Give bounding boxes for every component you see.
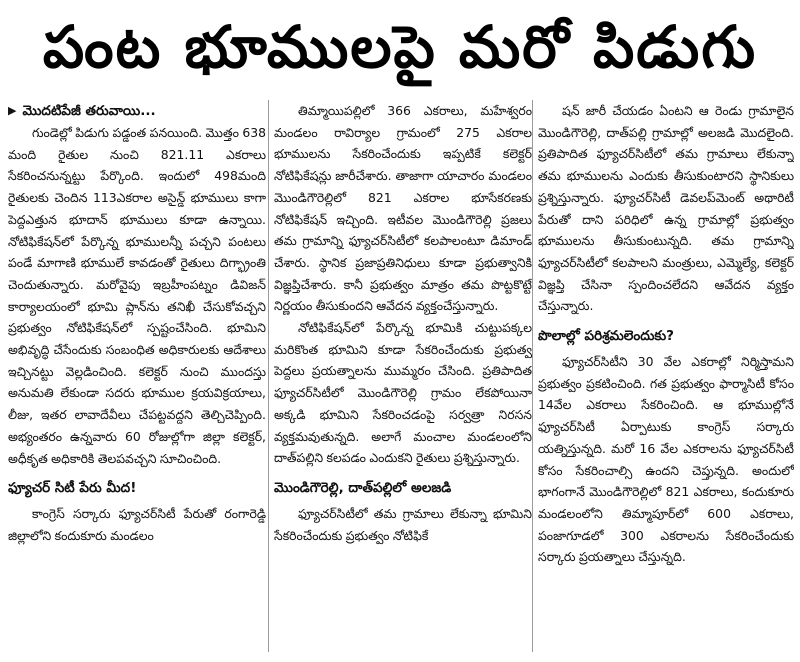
kicker-text: మొదటిపేజీ తరువాయి... <box>22 103 156 119</box>
column-divider <box>532 100 533 652</box>
subheading: మొండిగౌరెల్లి, దాత్‌పల్లిలో అలజడి <box>274 479 452 496</box>
article-paragraph: గుండెల్లో పిడుగు పడ్డంత పనయింది. మొత్తం 638 మంది రైతుల నుంచి 821.11 ఎకరాలు సేకరించనున్నట్టు పేర్కొంది. ఇందులో 498మంది రైతులకు చెందిన 113ఎకరాల అసైన్డ్ భూములు కాగా పెద్దఎత్తున భూదాన్ భూములు కూడా ఉన్నాయి. నోటిఫికేషన్‌లో పేర్కొన్న భూములన్నీ పచ్చని పంటలు పండే మాగాణి భూములే కావడంతో రైతులు దిగ్భ్రాంతి చెందుతున్నారు. మరోవైపు ఇబ్రహీంపట్నం డివిజన్ కార్యాలయంలో భూమి ప్లాన్‌ను తనిఖీ చేసుకోవచ్చని ప్రభుత్వం నోటిఫికేషన్‌లో స్పష్టంచేసింది. భూమిని అభివృద్ధి చేసేందుకు సంబంధిత అధికారులకు ఆదేశాలు ఇచ్చినట్టు వెల్లడించింది. కలెక్టర్ నుంచి ముందస్తు అనుమతి లేకుండా సదరు భూముల క్రయవిక్రయాలు, లీజు, ఇతర లావాదేవీలు చేపట్టవద్దని తెల్చిచెప్పింది. అభ్యంతరం ఉన్నవారు 60 రోజుల్లోగా జిల్లా కలెక్టర్, అధీకృత అధికారికి తెలపవచ్చని సూచించింది. <box>8 125 266 466</box>
article-paragraph: నోటిఫికేషన్‌లో పేర్కొన్న భూమికి చుట్టుపక్కల మరికొంత భూమిని కూడా సేకరించేందుకు ప్రభుత్వ పెద్దలు ప్రయత్నాలను ముమ్మరం చేసింది. ప్రతిపాదిత ఫ్యూచర్‌సిటీలో మొండిగౌరెల్లి గ్రామం లేకపోయినా అక్కడి భూమిని సేకరించడంపై సర్వత్రా నిరసన వ్యక్తమవుతున్నది. అలాగే మంచాల మండలంలోని దాత్‌పల్లిని కలపడం ఎందుకని రైతులు ప్రశ్నిస్తున్నారు. <box>274 320 532 466</box>
article-paragraph: తిమ్మాయిపల్లిలో 366 ఎకరాలు, మహేశ్వరం మండలం రావిర్యాల గ్రామంలో 275 ఎకరాల భూములను సేకరించేందుకు ఇప్పటికే కలెక్టర్ నోటిఫికేషన్లు జారీచేశారు. తాజాగా యాచారం మండలం మొండిగౌరెల్లిలో 821 ఎకరాల భూసేకరణకు నోటిఫికేషన్ ఇచ్చింది. ఇటీవల మొండిగౌరెల్లి ప్రజలు తమ గ్రామాన్ని ఫ్యూచర్‌సిటీలో కలపాలంటూ డిమాండ్ చేశారు. స్థానిక ప్రజాప్రతినిధులు కూడా ప్రభుత్వానికి విజ్ఞప్తిచేశారు. కానీ ప్రభుత్వం మాత్రం తమ పొట్టకొట్టే నిర్ణయం తీసుకుందని ఆవేదన వ్యక్తంచేస్తున్నారు. <box>274 103 532 314</box>
subheading: ఫ్యూచర్ సిటీ పేరు మీద! <box>8 480 137 497</box>
article-column-2 <box>274 100 532 660</box>
subheading: పొలాల్లో పరిశ్రమలెందుకు? <box>538 328 674 345</box>
article-paragraph: కాంగ్రెస్ సర్కారు ఫ్యూచర్‌సిటీ పేరుతో రంగారెడ్డి జిల్లాలోని కందుకూరు మండలం <box>8 506 266 543</box>
triangle-bullet-icon: ▶ <box>8 104 17 117</box>
column-divider <box>268 100 269 652</box>
article-paragraph: ఫ్యూచర్‌సిటీని 30 వేల ఎకరాల్లో నిర్మిస్తామని ప్రభుత్వం ప్రకటించింది. గత ప్రభుత్వం ఫార్మాసిటీ కోసం 14వేల ఎకరాలు సేకరించింది. ఆ భూముల్లోనే ఫ్యూచర్‌సిటీ ఏర్పాటుకు కాంగ్రెస్ సర్కారు యత్నిస్తున్నది. మరో 16 వేల ఎకరాలను ఫ్యూచర్‌సిటీ కోసం సేకరించాల్సి ఉందని చెప్తున్నది. అందులో భాగంగానే మొండిగౌరెల్లిలో 821 ఎకరాలు, కందుకూరు మండలంలోని తిమ్మాపూర్‌లో 600 ఎకరాలు, పంజాగూడలో 300 ఎకరాలను సేకరించేందుకు సర్కారు ప్రయత్నాలు చేస్తున్నది. <box>538 354 794 565</box>
headline: పంట భూములపై మరో పిడుగు <box>42 13 758 81</box>
article-paragraph: షన్ జారీ చేయడం ఏంటని ఆ రెండు గ్రామాలైన మొండిగౌరెల్లి, దాత్‌పల్లి గ్రామాల్లో అలజడి మొదలైంది. ప్రతిపాదిత ఫ్యూచర్‌సిటీలో తమ గ్రామాలు లేకున్నా తమ భూములను ఎందుకు తీసుకుంటారని స్థానికులు ప్రశ్నిస్తున్నారు. ఫ్యూచర్‌సిటీ డెవలప్‌మెంట్ అథారిటీ పేరుతో దాని పరిధిలో ఉన్న గ్రామాల్లో ప్రభుత్వం భూములను తీసుకుంటున్నది. తమ గ్రామాన్ని ఫ్యూచర్‌సిటీలో కలపాలని మంత్రులు, ఎమ్మెల్యే, కలెక్టర్ విజ్ఞప్తి చేసినా స్పందించలేదని ఆవేదన వ్యక్తం చేస్తున్నారు. <box>538 103 794 314</box>
article-paragraph: ఫ్యూచర్‌సిటీలో తమ గ్రామాలు లేకున్నా భూమిని సేకరించేందుకు ప్రభుత్వం నోటిఫికే <box>274 505 532 543</box>
continuation-kicker <box>8 100 266 122</box>
article-column-1 <box>8 100 266 660</box>
article-column-3 <box>538 100 794 660</box>
